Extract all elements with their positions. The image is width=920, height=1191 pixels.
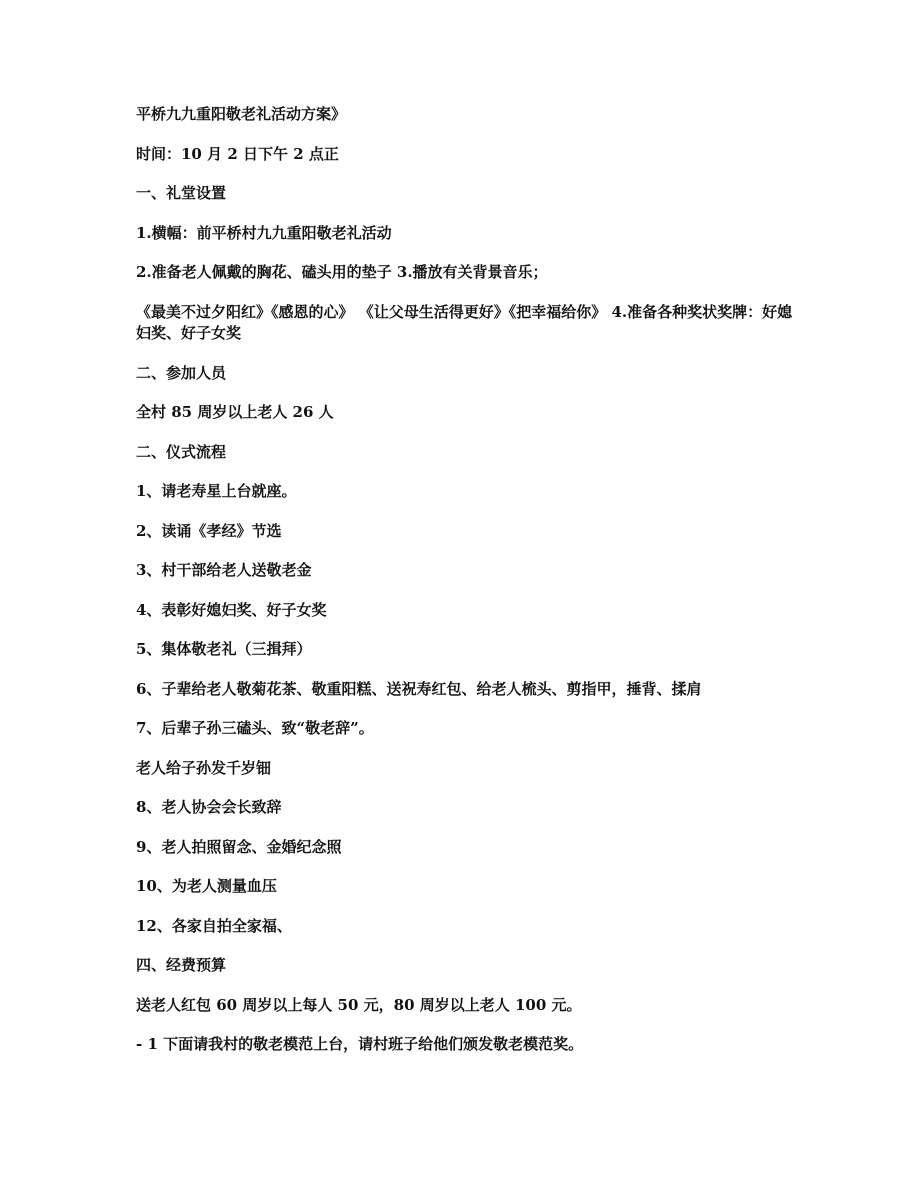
list-item: 1、请老寿星上台就座。 xyxy=(136,482,297,500)
list-item: 2、读诵《孝经》节选 xyxy=(136,521,282,540)
paragraph-time: 时间：10 月 2 日下午 2 点正 xyxy=(136,144,339,163)
section-heading-participants: 二、参加人员 xyxy=(136,363,227,382)
list-item: 6、子辈给老人敬菊花茶、敬重阳糕、送祝寿红包、给老人梳头、剪指甲，捶背、揉肩 xyxy=(136,679,702,698)
paragraph-elders-gift: 老人给子孙发千岁钿 xyxy=(136,758,272,777)
paragraph-banner: 1.横幅：前平桥村九九重阳敬老礼活动 xyxy=(136,223,392,242)
paragraph-songs-awards: 《最美不过夕阳红》《感恩的心》 《让父母生活得更好》《把幸福给你》 4.准备各种奖状奖牌：好媳妇奖、好子女奖 xyxy=(136,302,793,342)
paragraph-budget: 送老人红包 60 周岁以上每人 50 元，80 周岁以上老人 100 元。 xyxy=(136,995,582,1014)
document-body xyxy=(136,104,796,1074)
section-heading-budget: 四、经费预算 xyxy=(136,956,227,974)
section-heading-ceremony: 二、仪式流程 xyxy=(136,442,227,461)
list-item: 5、集体敬老礼（三揖拜） xyxy=(136,640,312,658)
paragraph-model-award: - 1 下面请我村的敬老模范上台，请村班子给他们颁发敬老模范奖。 xyxy=(136,1035,584,1053)
document-title: 平桥九九重阳敬老礼活动方案》 xyxy=(136,105,347,123)
list-item: 12、各家自拍全家福、 xyxy=(136,916,292,935)
list-item: 9、老人拍照留念、金婚纪念照 xyxy=(136,837,342,856)
paragraph-participants: 全村 85 周岁以上老人 26 人 xyxy=(136,403,334,421)
list-item: 8、老人协会会长致辞 xyxy=(136,798,282,816)
list-item: 10、为老人测量血压 xyxy=(136,877,277,895)
paragraph-corsage-music: 2.准备老人佩戴的胸花、磕头用的垫子 3.播放有关背景音乐； xyxy=(136,263,548,281)
list-item: 3、村干部给老人送敬老金 xyxy=(136,561,312,579)
list-item: 7、后辈子孙三磕头、致“敬老辞”。 xyxy=(136,719,374,737)
list-item: 4、表彰好媳妇奖、好子女奖 xyxy=(136,600,327,619)
section-heading-hall-setup: 一、礼堂设置 xyxy=(136,184,227,202)
